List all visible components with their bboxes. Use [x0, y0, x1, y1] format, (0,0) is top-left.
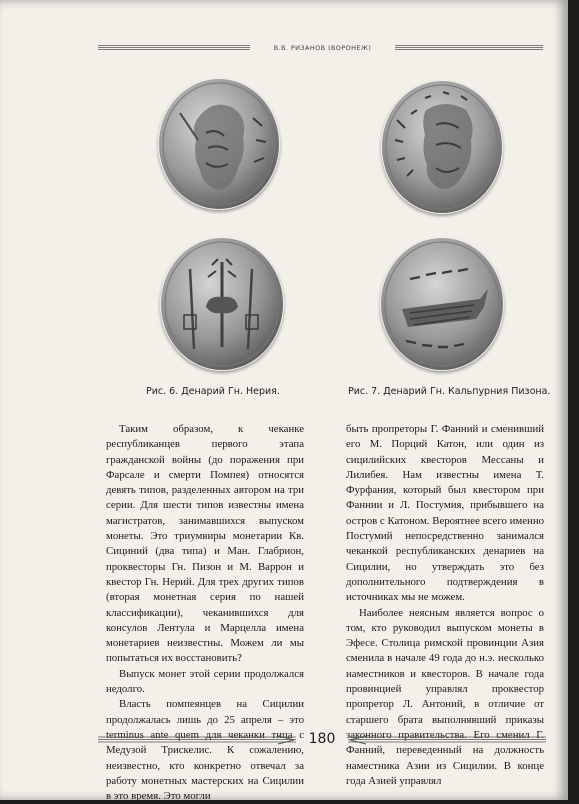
- coin-fig6-obverse: [158, 78, 280, 210]
- coin-fig7-obverse: [381, 80, 503, 214]
- footer-ornament-left: [98, 735, 296, 745]
- coin-fig7-reverse: [380, 237, 504, 371]
- paragraph: Власть помпеянцев на Сицилии продолжалась лишь до 25 апреля – это terminus ante quem для чеканки типа с Медузой Трискелис. К сожалению, неизвестно, кто конкретно отвечал за работу монетных мастерских на Сицилии в это время. Это могли: [106, 698, 304, 803]
- page-number: 180: [308, 731, 336, 747]
- figure-7-caption: Рис. 7. Денарий Гн. Кальпурния Пизона.: [348, 386, 551, 397]
- paragraph: Наиболее неясным является вопрос о том, кто руководил выпуском монеты в Эфесе. Столица римской провинции Азия сменила в начале 49 года до н.э. несколько наместников и квесторов. В начале года провинцией управлял проквестор пропретор Л. Антоний, в отличие от старшего брата выполнявший приказы законного правительства. Его сменил Г. Фанний, переведенный на должность наместника Азии из Сицилии. В конце года Азией управлял: [346, 606, 544, 787]
- running-header: В.В. РИЗАНОВ (ВОРОНЕЖ): [273, 44, 372, 52]
- footer-ornament-right: [348, 735, 546, 745]
- text-column-left: [106, 422, 304, 804]
- paragraph: Выпуск монет этой серии продолжался недолго.: [106, 667, 304, 696]
- coin-fig6-reverse: [160, 237, 284, 371]
- paragraph: Таким образом, к чеканке республиканцев первого этапа гражданской войны (до поражения при Фарсале и смерти Помпея) относятся девять типов, разделенных автором на три серии. Для шести типов известны имена магистратов, занимавшихся выпуском монеты. Это триумвиры монетарии Кв. Сициний (два типа) и Ман. Глабрион, проквесторы Гн. Пизон и М. Варрон и квестор Гн. Нерий. Для трех других типов (вторая монетная серия по нашей классификации), чеканившихся для консулов Лентула и Марцелла имена монетариев неизвестны. Можем ли мы попытаться их восстановить?: [106, 423, 304, 665]
- paragraph: быть пропреторы Г. Фанний и сменивший его М. Порций Катон, или один из сицилийских квесторов Мессаны и Лилибея. Нам известны имена Т. Фурфания, который был квестором при Фаннии и Л. Постумия, прибывшего на остров с Катоном. Вероятнее всего именно Постумий непосредственно занимался чеканкой республиканских денариев на Сицилии, но утверждать это без дополнительного подтверждения в источниках мы не можем.: [346, 423, 544, 604]
- figure-6-caption: Рис. 6. Денарий Гн. Нерия.: [146, 386, 280, 397]
- header-ornament-right: [395, 44, 543, 51]
- header-ornament-left: [98, 44, 250, 51]
